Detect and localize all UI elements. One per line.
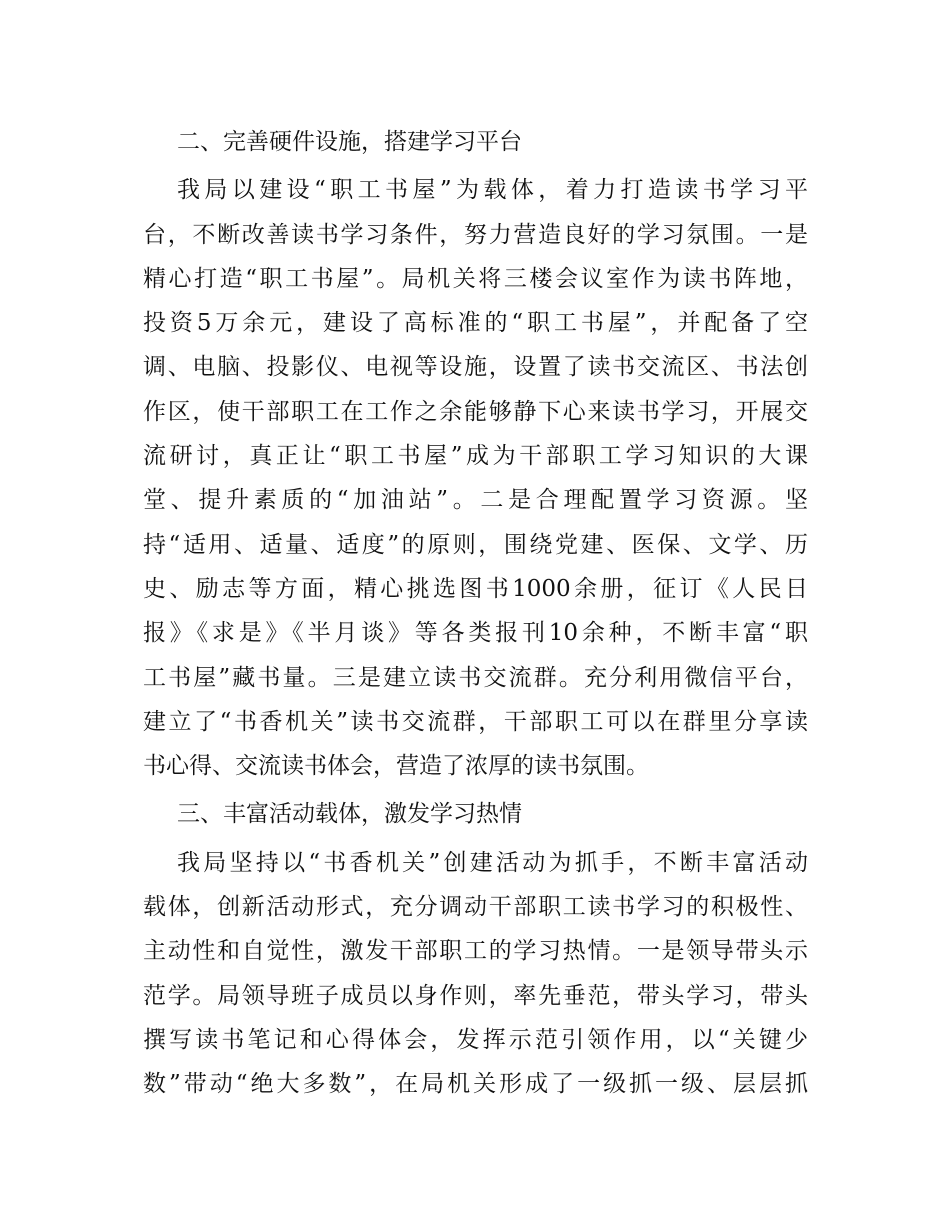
paragraph-line: 堂、提升素质的“加油站”。二是合理配置学习资源。坚 [143,487,808,514]
paragraph-line: 工书屋”藏书量。三是建立读书交流群。充分利用微信平台， [143,664,808,691]
paragraph [143,841,808,1107]
paragraph-line: 数”带动“绝大多数”，在局机关形成了一级抓一级、层层抓 [143,1071,808,1098]
paragraph-line: 载体，创新活动形式，充分调动干部职工读书学习的积极性、 [143,894,808,921]
paragraph-line: 我局以建设“职工书屋”为载体，着力打造读书学习平 [177,177,808,204]
paragraph-line: 报》《求是》《半月谈》等各类报刊10余种，不断丰富“职 [143,620,808,647]
paragraph-line: 我局坚持以“书香机关”创建活动为抓手，不断丰富活动 [177,849,808,876]
paragraph-line: 精心打造“职工书屋”。局机关将三楼会议室作为读书阵地， [143,265,808,292]
paragraph-line: 投资5万余元，建设了高标准的“职工书屋”，并配备了空 [143,310,808,337]
paragraph-line: 流研讨，真正让“职工书屋”成为干部职工学习知识的大课 [143,443,808,470]
paragraph-line: 调、电脑、投影仪、电视等设施，设置了读书交流区、书法创 [143,354,808,381]
section-heading: 三、丰富活动载体，激发学习热情 [177,801,522,828]
section-heading: 二、完善硬件设施，搭建学习平台 [177,129,522,155]
paragraph-line: 作区，使干部职工在工作之余能够静下心来读书学习，开展交 [143,398,808,425]
paragraph-line: 主动性和自觉性，激发干部职工的学习热情。一是领导带头示 [143,938,808,965]
paragraph-line: 书心得、交流读书体会，营造了浓厚的读书氛围。 [143,753,649,780]
paragraph-line: 范学。局领导班子成员以身作则，率先垂范，带头学习，带头 [143,982,808,1009]
paragraph-line: 持“适用、适量、适度”的原则，围绕党建、医保、文学、历 [143,531,808,558]
paragraph-line: 史、励志等方面，精心挑选图书1000余册，征订《人民日 [143,575,808,602]
paragraph-line: 撰写读书笔记和心得体会，发挥示范引领作用，以“关键少 [143,1026,808,1053]
paragraph-line: 台，不断改善读书学习条件，努力营造良好的学习氛围。一是 [143,221,808,248]
document-page [143,120,808,1107]
paragraph-line: 建立了“书香机关”读书交流群，干部职工可以在群里分享读 [143,708,808,735]
paragraph [143,168,808,788]
